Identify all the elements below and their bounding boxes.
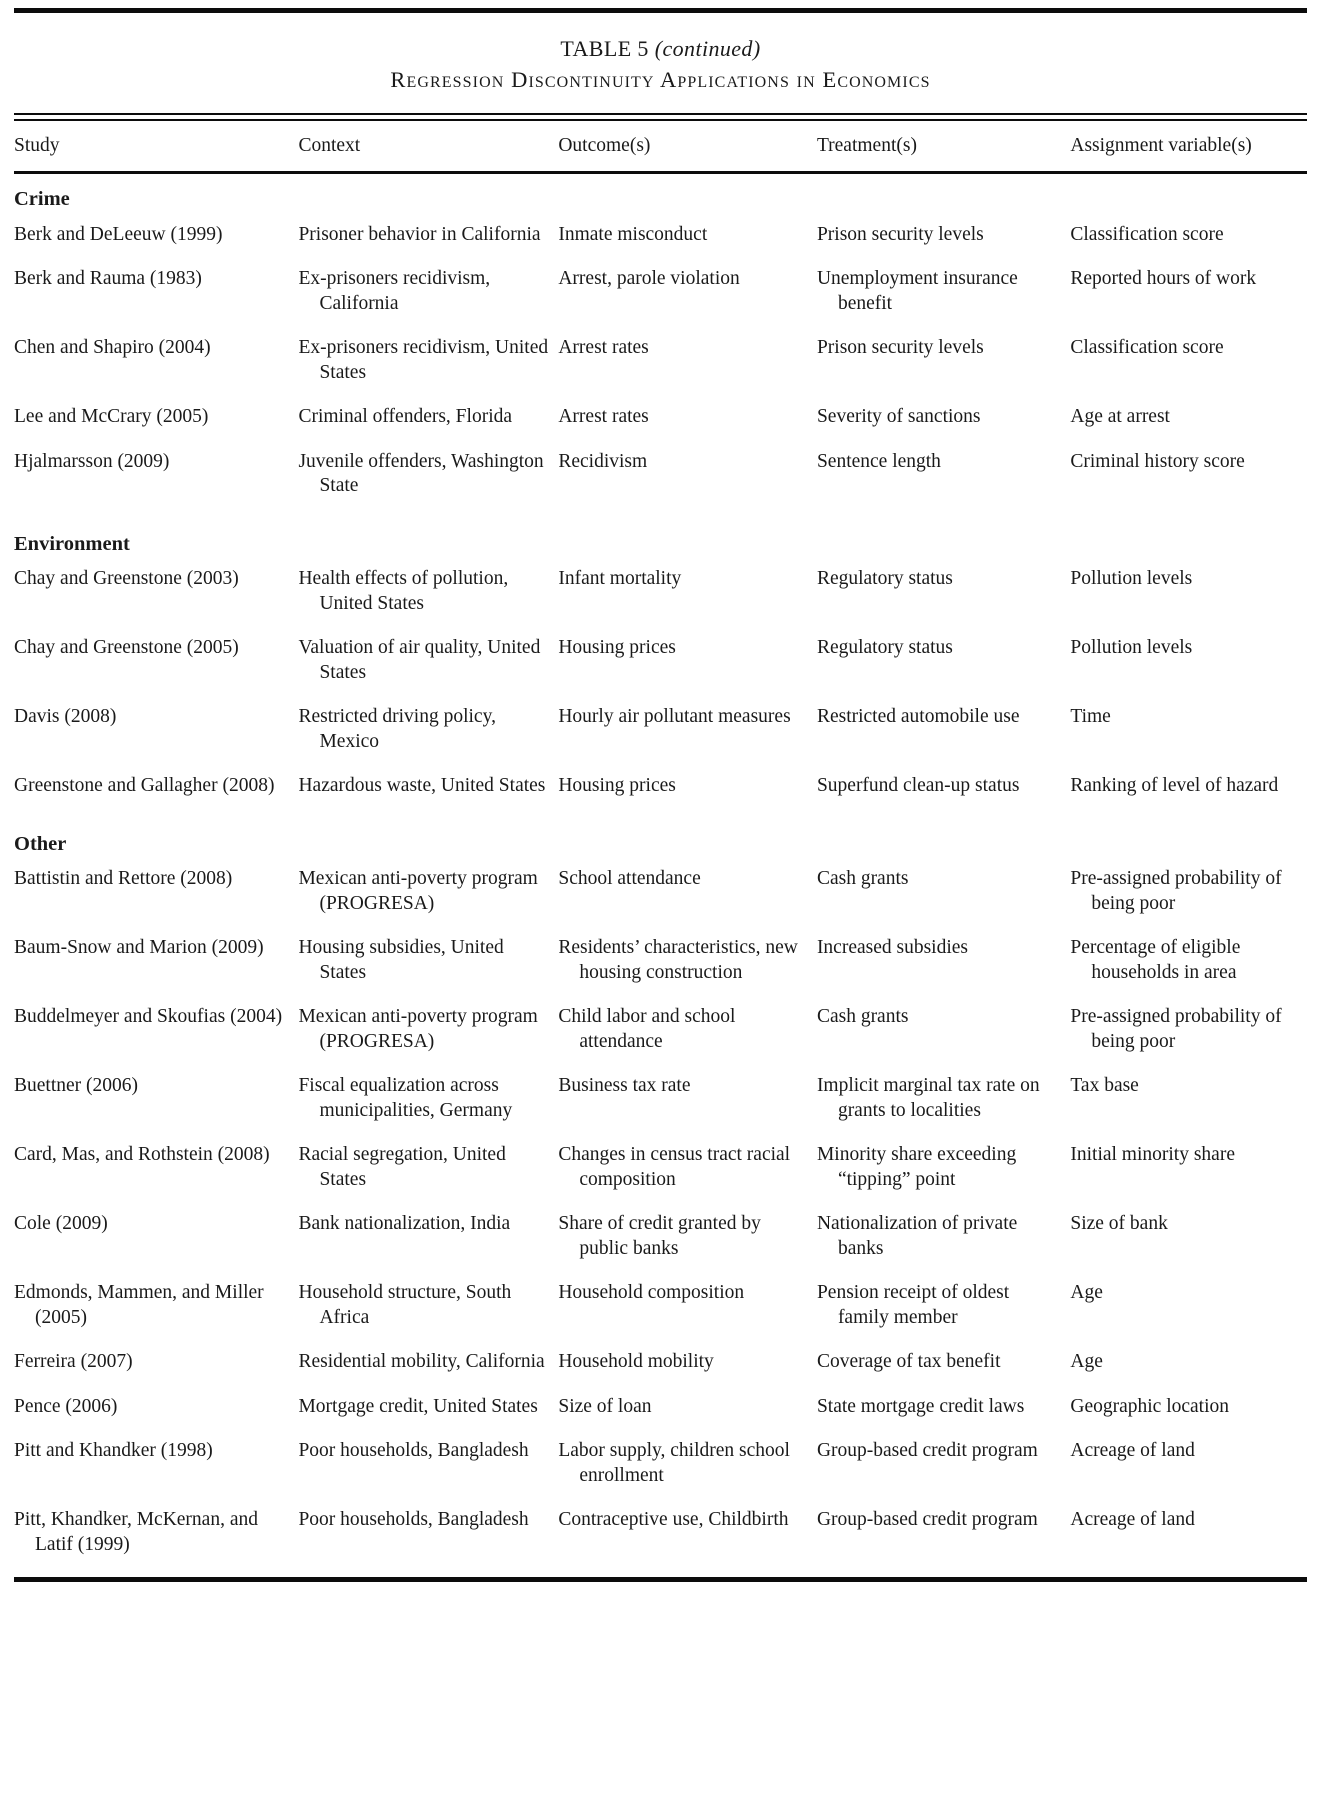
cell-study (14, 1508, 298, 1577)
cell-outcomes (558, 450, 817, 519)
cell-text: Prison security levels (816, 337, 984, 358)
table-title-note: (continued) (654, 36, 761, 61)
cell-text: Acreage of land (1070, 1440, 1195, 1461)
table-row (14, 336, 1307, 405)
cell-study (14, 267, 298, 336)
cell-context (298, 450, 558, 519)
cell-study (14, 705, 298, 774)
table-row (14, 450, 1307, 519)
cell-text: Initial minority share (1070, 1144, 1235, 1165)
table-row (14, 1395, 1307, 1440)
cell-text: Racial segregation, United States (298, 1144, 506, 1190)
table-title-main: TABLE 5 (560, 36, 649, 61)
cell-outcomes (558, 636, 817, 705)
cell-text: Age (1070, 1351, 1103, 1372)
cell-text: Arrest rates (558, 406, 649, 427)
cell-text: Household mobility (558, 1351, 714, 1372)
table-row (14, 865, 1307, 936)
table-row (14, 565, 1307, 636)
cell-context (298, 636, 558, 705)
cell-treatments (817, 450, 1070, 519)
cell-treatments (817, 865, 1070, 936)
cell-text: Fiscal equalization across municipalities, Germany (298, 1075, 513, 1121)
cell-text: Business tax rate (558, 1075, 691, 1096)
section-heading-crime: Crime (14, 188, 70, 210)
table-row (14, 1074, 1307, 1143)
column-header-treatment-s: Treatment(s) (817, 121, 1070, 173)
cell-outcomes (558, 865, 817, 936)
cell-text: Inmate misconduct (558, 223, 708, 245)
cell-study (14, 1005, 298, 1074)
cell-text: Pre-assigned probability of being poor (1070, 868, 1282, 914)
cell-text: Age at arrest (1070, 406, 1170, 427)
cell-text: Contraceptive use, Childbirth (558, 1509, 789, 1530)
section-heading-row (14, 519, 1307, 566)
cell-text: Cash grants (816, 1006, 909, 1027)
column-header-assignment-variable-s: Assignment variable(s) (1070, 121, 1307, 173)
cell-text: Pollution levels (1070, 637, 1193, 658)
cell-assignment-variable (1070, 1281, 1307, 1350)
cell-text: Criminal history score (1070, 450, 1245, 472)
cell-assignment-variable (1070, 936, 1307, 1005)
cell-assignment-variable (1070, 774, 1307, 819)
cell-study (14, 1212, 298, 1281)
cell-text: Pre-assigned probability of being poor (1070, 1006, 1282, 1052)
cell-outcomes (558, 936, 817, 1005)
cell-treatments (817, 705, 1070, 774)
cell-text: Chen and Shapiro (2004) (14, 337, 211, 358)
cell-text: Coverage of tax benefit (816, 1351, 1001, 1372)
cell-text: Baum-Snow and Marion (2009) (14, 937, 264, 958)
cell-context (298, 405, 558, 450)
cell-context (298, 1281, 558, 1350)
cell-outcomes (558, 1281, 817, 1350)
cell-assignment-variable (1070, 1395, 1307, 1440)
cell-text: Mexican anti-poverty program (PROGRESA) (298, 868, 538, 914)
cell-text: School attendance (558, 868, 701, 889)
cell-text: Labor supply, children school enrollment (558, 1440, 790, 1486)
cell-text: Health effects of pollution, United States (298, 568, 509, 614)
cell-assignment-variable (1070, 405, 1307, 450)
cell-text: Classification score (1070, 223, 1224, 245)
cell-text: Unemployment insurance benefit (816, 268, 1018, 314)
cell-context (298, 1005, 558, 1074)
cell-text: Recidivism (558, 450, 648, 472)
table-row (14, 636, 1307, 705)
cell-study (14, 1439, 298, 1508)
cell-assignment-variable (1070, 1508, 1307, 1577)
section-heading-row (14, 819, 1307, 866)
cell-treatments (817, 1395, 1070, 1440)
cell-assignment-variable (1070, 1350, 1307, 1395)
cell-outcomes (558, 1395, 817, 1440)
cell-treatments (817, 267, 1070, 336)
cell-assignment-variable (1070, 865, 1307, 936)
cell-text: Regulatory status (816, 637, 953, 658)
cell-text: Regulatory status (816, 568, 953, 589)
table-row (14, 936, 1307, 1005)
cell-outcomes (558, 1005, 817, 1074)
cell-text: Infant mortality (558, 568, 682, 589)
cell-text: Time (1070, 706, 1111, 727)
cell-text: Pollution levels (1070, 568, 1193, 589)
cell-text: Nationalization of private banks (816, 1213, 1018, 1259)
cell-text: Mortgage credit, United States (298, 1395, 538, 1417)
cell-study (14, 636, 298, 705)
cell-context (298, 1395, 558, 1440)
table-title-block (14, 35, 1307, 95)
section-heading-environment: Environment (14, 532, 130, 555)
cell-text: Hourly air pollutant measures (558, 706, 791, 727)
cell-text: Minority share exceeding “tipping” point (816, 1144, 1017, 1190)
cell-outcomes (558, 1439, 817, 1508)
cell-outcomes (558, 1508, 817, 1577)
cell-text: Household composition (558, 1282, 745, 1303)
table-row (14, 1143, 1307, 1212)
cell-text: Share of credit granted by public banks (558, 1213, 761, 1259)
table-row (14, 405, 1307, 450)
table-row (14, 774, 1307, 819)
cell-text: Cash grants (816, 868, 909, 889)
cell-context (298, 267, 558, 336)
cell-text: Lee and McCrary (2005) (14, 406, 209, 427)
table-row (14, 1439, 1307, 1508)
cell-text: Berk and DeLeeuw (1999) (14, 223, 223, 245)
cell-text: State mortgage credit laws (816, 1395, 1025, 1417)
cell-text: Tax base (1070, 1075, 1139, 1096)
table-row (14, 705, 1307, 774)
cell-treatments (817, 1439, 1070, 1508)
cell-text: Mexican anti-poverty program (PROGRESA) (298, 1006, 538, 1052)
cell-study (14, 565, 298, 636)
cell-context (298, 1212, 558, 1281)
cell-study (14, 1074, 298, 1143)
cell-treatments (817, 636, 1070, 705)
cell-treatments (817, 1074, 1070, 1143)
cell-text: Ranking of level of hazard (1070, 775, 1279, 796)
cell-outcomes (558, 336, 817, 405)
cell-text: Ex-prisoners recidivism, California (298, 268, 491, 314)
cell-text: Davis (2008) (14, 706, 117, 727)
cell-text: Pitt and Khandker (1998) (14, 1440, 213, 1461)
table-row (14, 1005, 1307, 1074)
column-header-context: Context (298, 121, 558, 173)
cell-text: Juvenile offenders, Washington State (298, 450, 544, 496)
cell-assignment-variable (1070, 450, 1307, 519)
cell-context (298, 1143, 558, 1212)
cell-text: Reported hours of work (1070, 268, 1257, 289)
table-title (14, 35, 1307, 63)
cell-text: Pitt, Khandker, McKernan, and Latif (1999) (14, 1509, 258, 1555)
cell-assignment-variable (1070, 705, 1307, 774)
column-header-study: Study (14, 121, 298, 173)
rd-applications-table (14, 121, 1307, 1577)
cell-study (14, 1350, 298, 1395)
cell-text: Implicit marginal tax rate on grants to localities (816, 1075, 1040, 1121)
cell-text: Increased subsidies (816, 937, 969, 958)
table-row (14, 1350, 1307, 1395)
cell-text: Restricted automobile use (816, 706, 1020, 727)
cell-treatments (817, 1508, 1070, 1577)
cell-text: Cole (2009) (14, 1213, 108, 1234)
cell-text: Severity of sanctions (816, 406, 981, 427)
cell-text: Pension receipt of oldest family member (816, 1282, 1010, 1328)
cell-context (298, 1439, 558, 1508)
table-row (14, 221, 1307, 268)
cell-treatments (817, 1143, 1070, 1212)
cell-context (298, 936, 558, 1005)
cell-text: Residential mobility, California (298, 1351, 545, 1372)
cell-text: Group-based credit program (816, 1509, 1038, 1530)
cell-text: Hjalmarsson (2009) (14, 450, 170, 472)
cell-outcomes (558, 565, 817, 636)
cell-assignment-variable (1070, 336, 1307, 405)
cell-treatments (817, 1350, 1070, 1395)
cell-text: Acreage of land (1070, 1509, 1195, 1530)
cell-text: Berk and Rauma (1983) (14, 268, 202, 289)
cell-text: Buettner (2006) (14, 1075, 139, 1096)
cell-assignment-variable (1070, 1074, 1307, 1143)
cell-treatments (817, 1005, 1070, 1074)
cell-text: Housing subsidies, United States (298, 937, 504, 983)
cell-text: Changes in census tract racial composition (558, 1144, 791, 1190)
cell-treatments (817, 405, 1070, 450)
cell-text: Superfund clean-up status (816, 775, 1020, 796)
bottom-rule (14, 1577, 1307, 1582)
cell-study (14, 1395, 298, 1440)
header-top-double-rule (14, 113, 1307, 121)
cell-text: Chay and Greenstone (2005) (14, 637, 239, 658)
cell-text: Arrest, parole violation (558, 268, 740, 289)
cell-context (298, 1508, 558, 1577)
cell-text: Chay and Greenstone (2003) (14, 568, 239, 589)
cell-text: Prisoner behavior in California (298, 223, 541, 245)
cell-text: Greenstone and Gallagher (2008) (14, 775, 275, 796)
cell-outcomes (558, 1143, 817, 1212)
table-row (14, 1281, 1307, 1350)
cell-treatments (817, 336, 1070, 405)
cell-text: Percentage of eligible households in area (1070, 937, 1241, 983)
cell-outcomes (558, 221, 817, 268)
cell-treatments (817, 565, 1070, 636)
cell-outcomes (558, 267, 817, 336)
cell-study (14, 936, 298, 1005)
cell-assignment-variable (1070, 1439, 1307, 1508)
cell-study (14, 1143, 298, 1212)
cell-context (298, 336, 558, 405)
cell-treatments (817, 221, 1070, 268)
cell-study (14, 774, 298, 819)
table-row (14, 1508, 1307, 1577)
cell-context (298, 1350, 558, 1395)
cell-text: Arrest rates (558, 337, 649, 358)
cell-text: Child labor and school attendance (558, 1006, 736, 1052)
cell-text: Poor households, Bangladesh (298, 1509, 529, 1530)
cell-text: Poor households, Bangladesh (298, 1440, 529, 1461)
cell-text: Pence (2006) (14, 1395, 118, 1417)
cell-study (14, 450, 298, 519)
cell-text: Ferreira (2007) (14, 1351, 133, 1372)
cell-outcomes (558, 1212, 817, 1281)
cell-study (14, 221, 298, 268)
cell-text: Card, Mas, and Rothstein (2008) (14, 1144, 270, 1165)
cell-assignment-variable (1070, 1143, 1307, 1212)
cell-outcomes (558, 405, 817, 450)
cell-text: Prison security levels (816, 223, 984, 245)
cell-treatments (817, 1212, 1070, 1281)
cell-text: Edmonds, Mammen, and Miller (2005) (14, 1282, 264, 1328)
cell-context (298, 565, 558, 636)
cell-text: Housing prices (558, 637, 676, 658)
cell-text: Household structure, South Africa (298, 1282, 512, 1328)
column-header-outcome-s: Outcome(s) (558, 121, 817, 173)
cell-assignment-variable (1070, 1212, 1307, 1281)
cell-text: Buddelmeyer and Skoufias (2004) (14, 1006, 283, 1027)
cell-study (14, 865, 298, 936)
column-header-row (14, 121, 1307, 173)
cell-text: Age (1070, 1282, 1103, 1303)
cell-context (298, 774, 558, 819)
cell-assignment-variable (1070, 1005, 1307, 1074)
cell-context (298, 865, 558, 936)
cell-text: Hazardous waste, United States (298, 775, 546, 796)
cell-outcomes (558, 774, 817, 819)
cell-treatments (817, 936, 1070, 1005)
cell-text: Residents’ characteristics, new housing construction (558, 937, 798, 983)
cell-assignment-variable (1070, 267, 1307, 336)
cell-text: Restricted driving policy, Mexico (298, 706, 496, 752)
cell-assignment-variable (1070, 221, 1307, 268)
cell-study (14, 1281, 298, 1350)
cell-study (14, 336, 298, 405)
cell-text: Valuation of air quality, United States (298, 637, 541, 683)
cell-text: Size of loan (558, 1395, 652, 1417)
cell-text: Geographic location (1070, 1395, 1230, 1417)
cell-outcomes (558, 1350, 817, 1395)
section-heading-other: Other (14, 832, 67, 855)
cell-treatments (817, 774, 1070, 819)
table-row (14, 267, 1307, 336)
cell-text: Size of bank (1070, 1213, 1168, 1234)
section-heading-row (14, 173, 1307, 221)
cell-text: Housing prices (558, 775, 676, 796)
table-row (14, 1212, 1307, 1281)
cell-text: Group-based credit program (816, 1440, 1038, 1461)
cell-context (298, 1074, 558, 1143)
cell-context (298, 221, 558, 268)
cell-context (298, 705, 558, 774)
cell-outcomes (558, 1074, 817, 1143)
cell-text: Ex-prisoners recidivism, United States (298, 337, 549, 383)
cell-assignment-variable (1070, 565, 1307, 636)
top-rule (14, 8, 1307, 13)
cell-text: Classification score (1070, 337, 1224, 358)
cell-assignment-variable (1070, 636, 1307, 705)
cell-text: Bank nationalization, India (298, 1213, 511, 1234)
cell-text: Sentence length (816, 450, 941, 472)
cell-outcomes (558, 705, 817, 774)
table-subtitle: Regression Discontinuity Applications in Economics (390, 67, 931, 92)
cell-treatments (817, 1281, 1070, 1350)
cell-text: Battistin and Rettore (2008) (14, 868, 233, 889)
cell-text: Criminal offenders, Florida (298, 406, 513, 427)
cell-study (14, 405, 298, 450)
